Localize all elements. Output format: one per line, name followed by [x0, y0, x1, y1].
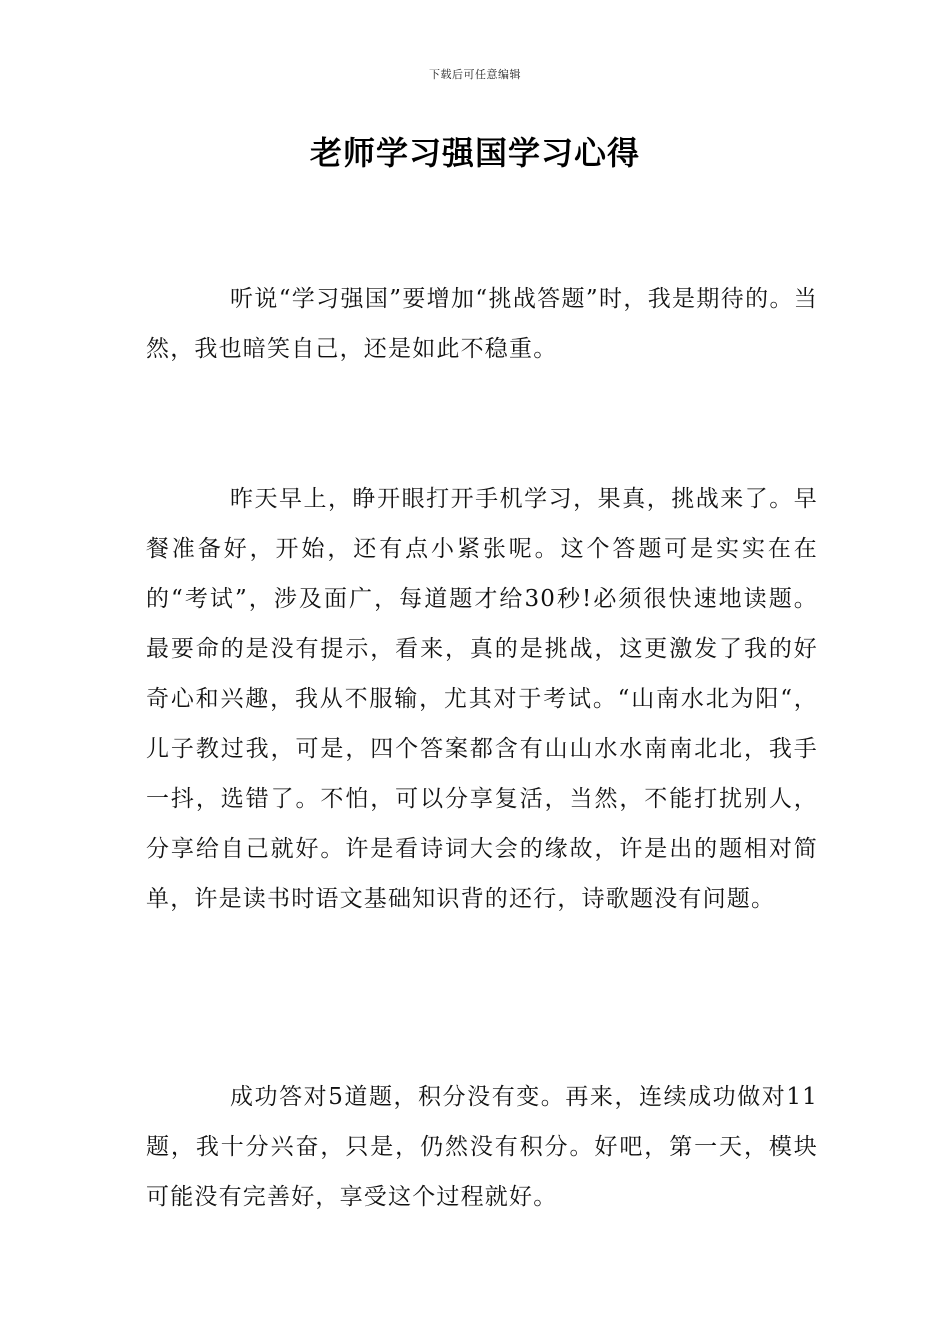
- document-title: 老师学习强国学习心得: [309, 134, 640, 172]
- paragraph-3: 成功答对5道题，积分没有变。再来，连续成功做对11题，我十分兴奋，只是，仍然没有积分。好吧，第一天，模块可能没有完善好，享受这个过程就好。: [146, 1084, 818, 1210]
- paragraph-1: 听说“学习强国”要增加“挑战答题”时，我是期待的。当然，我也暗笑自己，还是如此不稳重。: [146, 286, 818, 362]
- header-note: 下载后可任意编辑: [429, 68, 521, 81]
- paragraph-2: 昨天早上，睁开眼打开手机学习，果真，挑战来了。早餐准备好，开始，还有点小紧张呢。这个答题可是实实在在的“考试”，涉及面广，每道题才给30秒!必须很快速地读题。最要命的是没有提示，看来，真的是挑战，这更激发了我的好奇心和兴趣，我从不服输，尤其对于考试。“山南水北为阳“，儿子教过我，可是，四个答案都含有山山水水南南北北，我手一抖，选错了。不怕，可以分享复活，当然，不能打扰别人，分享给自己就好。许是看诗词大会的缘故，许是出的题相对简单，许是读书时语文基础知识背的还行，诗歌题没有问题。: [146, 486, 818, 912]
